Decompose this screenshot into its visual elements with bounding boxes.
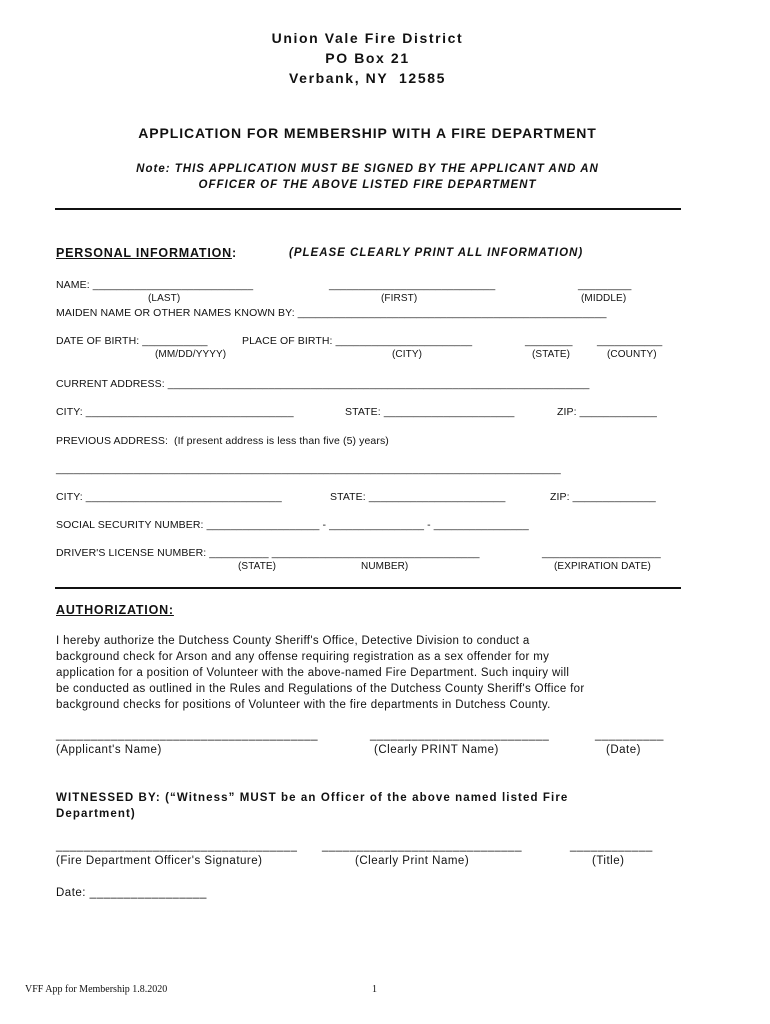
org-po-box: PO Box 21: [325, 50, 410, 66]
ssn-field[interactable]: SOCIAL SECURITY NUMBER: ___________________ - ________________ - ________________: [56, 519, 529, 531]
divider: [55, 587, 681, 589]
officer-title-label: (Title): [592, 855, 625, 867]
personal-info-heading: [56, 246, 237, 260]
previous-zip-field[interactable]: ZIP: ______________: [550, 491, 656, 503]
county-sub-label: (COUNTY): [607, 349, 657, 360]
authorization-line-2: background check for Arson and any offense requiring registration as a sex offender for my: [56, 651, 550, 663]
previous-state-field[interactable]: STATE: _______________________: [330, 491, 506, 503]
license-state-label: (STATE): [238, 561, 277, 572]
current-zip-field[interactable]: ZIP: _____________: [557, 406, 657, 418]
first-name-field[interactable]: ____________________________: [329, 279, 496, 291]
previous-city-field[interactable]: CITY: _________________________________: [56, 491, 282, 503]
footer-doc-id: VFF App for Membership 1.8.2020: [25, 984, 168, 995]
personal-info-heading-colon: :: [231, 246, 237, 260]
applicant-name-label: (Applicant's Name): [56, 744, 162, 756]
officer-signature-line[interactable]: ___________________________________: [56, 840, 298, 852]
previous-address-field[interactable]: _____________________________________________________________________________________: [56, 463, 561, 475]
authorization-line-3: application for a position of Volunteer with the above-named Fire Department. Such inquiry will: [56, 667, 570, 679]
applicant-signature-line[interactable]: ______________________________________: [56, 729, 319, 741]
place-of-birth-field[interactable]: PLACE OF BIRTH: _______________________: [242, 335, 473, 347]
last-label: (LAST): [148, 293, 181, 304]
authorization-line-1: I hereby authorize the Dutchess County Sheriff's Office, Detective Division to conduct a: [56, 635, 530, 647]
middle-label: (MIDDLE): [581, 293, 627, 304]
license-expiration-field[interactable]: ____________________: [542, 547, 661, 559]
name-field[interactable]: NAME: ___________________________: [56, 279, 254, 291]
date-of-birth-field[interactable]: DATE OF BIRTH: ___________: [56, 335, 208, 347]
divider: [55, 208, 681, 210]
applicant-print-name-line[interactable]: __________________________: [370, 729, 550, 741]
applicant-print-label: (Clearly PRINT Name): [374, 744, 499, 756]
dob-format-label: (MM/DD/YYYY): [155, 349, 227, 360]
officer-signature-label: (Fire Department Officer's Signature): [56, 855, 263, 867]
city-sub-label: (CITY): [392, 349, 423, 360]
license-number-label: NUMBER): [361, 561, 409, 572]
document-title: APPLICATION FOR MEMBERSHIP WITH A FIRE DEPARTMENT: [138, 125, 597, 141]
birth-state-field[interactable]: ________: [525, 335, 573, 347]
print-instruction: (PLEASE CLEARLY PRINT ALL INFORMATION): [289, 247, 584, 259]
authorization-line-4: be conducted as outlined in the Rules and Regulations of the Dutchess County Sheriff's Office for: [56, 683, 585, 695]
note-line-2: OFFICER OF THE ABOVE LISTED FIRE DEPARTMENT: [198, 179, 537, 191]
org-city-line: Verbank, NY 12585: [289, 70, 446, 86]
witness-date-field[interactable]: Date: _________________: [56, 887, 207, 899]
birth-county-field[interactable]: ___________: [597, 335, 663, 347]
witness-line-2: Department): [56, 808, 136, 820]
authorization-line-5: background checks for positions of Volunteer with the fire departments in Dutchess County.: [56, 699, 551, 711]
applicant-date-label: (Date): [606, 744, 641, 756]
org-name: Union Vale Fire District: [271, 30, 464, 46]
current-city-field[interactable]: CITY: ___________________________________: [56, 406, 294, 418]
officer-title-line[interactable]: ____________: [570, 840, 653, 852]
state-sub-label: (STATE): [532, 349, 571, 360]
previous-address-label: PREVIOUS ADDRESS: (If present address is less than five (5) years): [56, 435, 389, 447]
first-label: (FIRST): [381, 293, 418, 304]
applicant-date-line[interactable]: __________: [595, 729, 664, 741]
witness-line-1: WITNESSED BY: (“Witness” MUST be an Officer of the above named listed Fire: [56, 792, 569, 804]
authorization-heading: AUTHORIZATION:: [56, 603, 174, 617]
officer-print-label: (Clearly Print Name): [355, 855, 470, 867]
middle-name-field[interactable]: _________: [578, 279, 632, 291]
personal-info-heading-text: PERSONAL INFORMATION: [56, 246, 232, 260]
license-expiration-label: (EXPIRATION DATE): [554, 561, 651, 572]
page-number: 1: [372, 984, 377, 995]
current-state-field[interactable]: STATE: ______________________: [345, 406, 515, 418]
drivers-license-field[interactable]: DRIVER'S LICENSE NUMBER: __________ ___________________________________: [56, 547, 480, 559]
officer-print-name-line[interactable]: _____________________________: [322, 840, 522, 852]
note-line-1: Note: THIS APPLICATION MUST BE SIGNED BY THE APPLICANT AND AN: [136, 163, 599, 175]
maiden-name-field[interactable]: MAIDEN NAME OR OTHER NAMES KNOWN BY: ____________________________________________________: [56, 307, 607, 319]
current-address-field[interactable]: CURRENT ADDRESS: _______________________________________________________________________: [56, 378, 590, 390]
